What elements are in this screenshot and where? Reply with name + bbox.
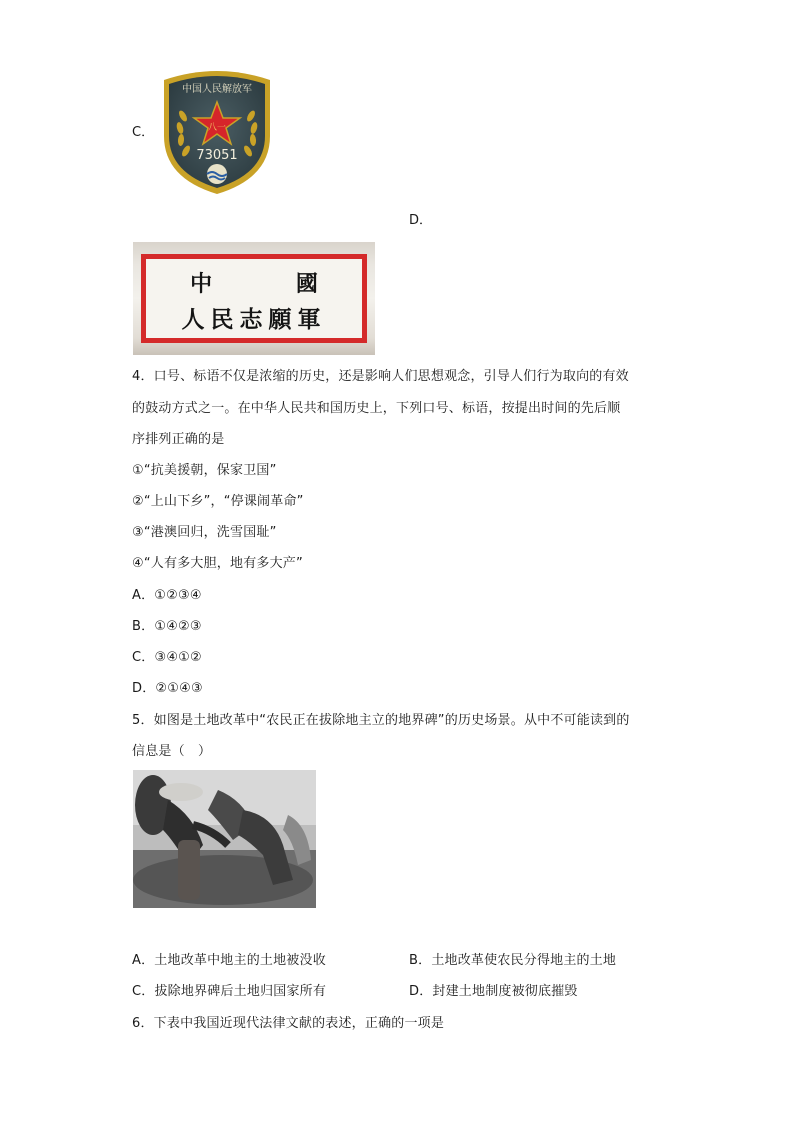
- badge-star-text: 八一: [207, 123, 227, 133]
- q5-option-b: B．土地改革使农民分得地主的土地: [409, 953, 617, 968]
- q6-stem: 6．下表中我国近现代法律文献的表述，正确的一项是: [132, 1016, 445, 1031]
- badge-number: 73051: [196, 148, 238, 163]
- q3-option-c-label: C．: [132, 125, 155, 140]
- q5-option-c: C．拔除地界碑后土地归国家所有: [132, 984, 327, 999]
- pla-badge-image: [158, 66, 276, 196]
- q4-stem-line-2: 的鼓动方式之一。在中华人民共和国历史上，下列口号、标语，按提出时间的先后顺: [132, 401, 621, 416]
- q5-option-d: D．封建土地制度被彻底摧毁: [409, 984, 578, 999]
- q5-stem-line-2: 信息是（ ）: [132, 744, 212, 759]
- q5-option-a: A．土地改革中地主的土地被没收: [132, 953, 326, 968]
- q4-stem-line-1: 4．口号、标语不仅是浓缩的历史，还是影响人们思想观念，引导人们行为取向的有效: [132, 369, 629, 384]
- land-reform-photo: [133, 770, 316, 908]
- q4-item-3: ③“港澳回归，洗雪国耻”: [132, 525, 277, 540]
- q4-option-d: D．②①④③: [132, 681, 203, 696]
- q4-option-b: B．①④②③: [132, 619, 202, 634]
- q4-option-c: C．③④①②: [132, 650, 202, 665]
- q4-stem-line-3: 序排列正确的是: [132, 432, 225, 447]
- q4-option-a: A．①②③④: [132, 588, 202, 603]
- q3-option-d-label: D．: [409, 213, 433, 228]
- armband-line-2: 人民志願軍: [181, 306, 327, 333]
- armband-line-1: 中 國: [190, 271, 356, 297]
- volunteer-armband-image: [133, 242, 375, 355]
- badge-top-text: 中国人民解放军: [182, 84, 252, 95]
- q5-stem-line-1: 5．如图是土地改革中“农民正在拔除地主立的地界碑”的历史场景。从中不可能读到的: [132, 713, 630, 728]
- q4-item-4: ④“人有多大胆，地有多大产”: [132, 556, 303, 571]
- q4-item-1: ①“抗美援朝，保家卫国”: [132, 463, 277, 478]
- q4-item-2: ②“上山下乡”，“停课闹革命”: [132, 494, 304, 509]
